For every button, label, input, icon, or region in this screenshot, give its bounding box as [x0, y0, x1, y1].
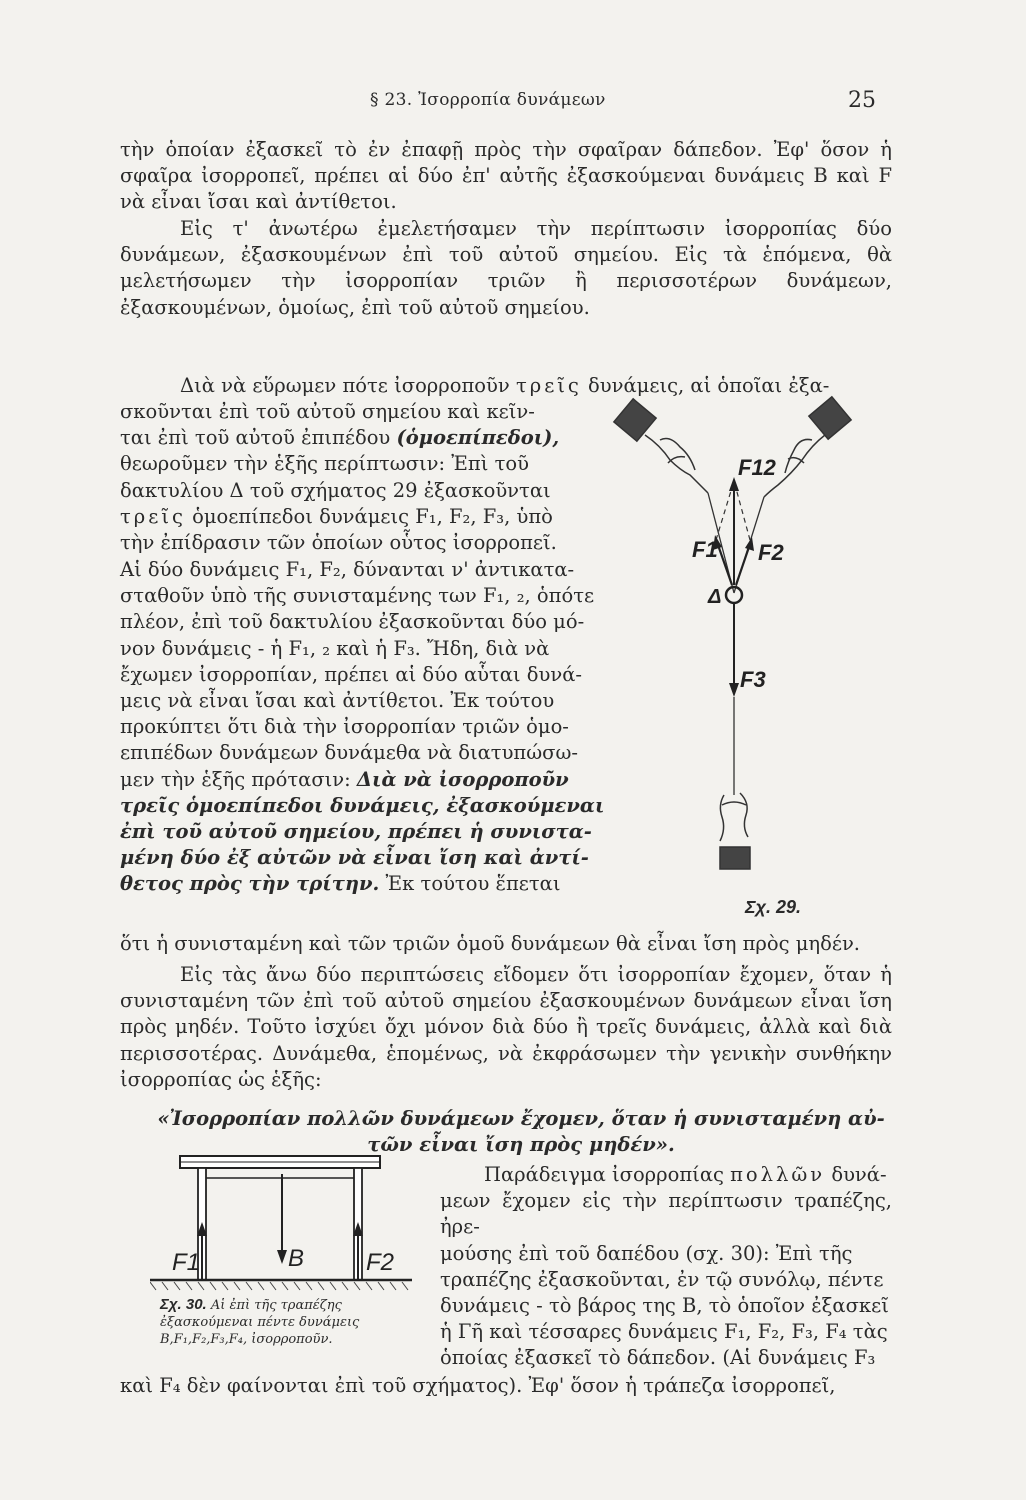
text-line: προκύπτει ὅτι διὰ τὴν ἰσορροπίαν τριῶν ὁμο- — [120, 715, 569, 739]
text-line: τραπέζης ἐξασκοῦνται, ἐν τῷ συνόλῳ, πέντε — [440, 1267, 884, 1291]
text-line: νον δυνάμεις - ἡ F₁, ₂ καὶ ἡ F₃. Ἤδη, διὰ νὰ — [120, 636, 550, 660]
paragraph-2: Εἰς τ' ἀνωτέρω ἐμελετήσαμεν τὴν περίπτωσιν ἰσορροπίας δύο δυνάμεων, ἐξασκουμένων ἐπὶ τοῦ αὐτοῦ σημείου. Εἰς τὰ ἑπόμενα, θὰ μελετήσωμεν τὴν ἰσορροπίαν τριῶν ἢ περισσοτέρων δυνάμεων, ἐξασκουμένων, ὁμοίως, ἐπὶ τοῦ αὐτοῦ σημείου. — [120, 217, 892, 319]
text-line — [120, 425, 606, 451]
table-apron — [202, 1168, 358, 1178]
paragraph-5: ὅτι ἡ συνισταμένη καὶ τῶν τριῶν ὁμοῦ δυνάμεων θὰ εἶναι ἴση πρὸς μηδέν. — [120, 932, 860, 955]
text-line: ἔχωμεν ἰσορροπίαν, πρέπει αἱ δύο αὗται δυνά- — [120, 662, 582, 686]
spaced-word: πολλῶν — [730, 1163, 826, 1186]
quote-line: «Ἰσορροπίαν πολλῶν δυνάμεων ἔχομεν, ὅταν ἡ συνισταμένη αὐ- — [157, 1107, 885, 1130]
text-line: δακτυλίου Δ τοῦ σχήματος 29 ἐξασκοῦνται — [120, 478, 551, 502]
emphasis: μένη δύο ἐξ αὐτῶν νὰ εἶναι ἴση καὶ ἀντί- — [120, 846, 589, 870]
text-run: ται ἐπὶ τοῦ αὐτοῦ ἐπιπέδου — [120, 426, 397, 450]
left-hand-scale-illustration — [614, 399, 708, 493]
emphasis: ἐπὶ τοῦ αὐτοῦ σημείου, πρέπει ἡ συνιστα- — [120, 820, 592, 844]
text-line — [120, 845, 606, 871]
text-line — [120, 819, 606, 845]
emphasis: θετος πρὸς τὴν τρίτην. — [120, 872, 380, 896]
emphasis: Διὰ νὰ ἰσορροποῦν — [356, 767, 569, 791]
text-line: επιπέδων δυνάμεων δυνάμεθα νὰ διατυπώσω- — [120, 741, 578, 765]
spaced-word: τρεῖς — [120, 504, 186, 528]
text-line: ὁποίας ἐξασκεῖ τὸ δάπεδον. (Αἱ δυνάμεις F₃ — [440, 1346, 876, 1370]
label-f3: F3 — [740, 667, 766, 692]
text-line: μούσης ἐπὶ τοῦ δαπέδου (σχ. 30): Ἐπὶ τῆς — [440, 1241, 853, 1265]
text-run: Παράδειγμα ἰσορροπίας — [484, 1163, 731, 1186]
text-line: μεις νὰ εἶναι ἴσαι καὶ ἀντίθετοι. Ἐκ τούτου — [120, 689, 555, 713]
emphasis: (ὁμοεπίπεδοι), — [396, 426, 560, 450]
label-f12: F12 — [738, 455, 776, 480]
text-run: δυνάμεις, αἱ ὁποῖαι ἐξα- — [581, 374, 830, 397]
text-run: μεν τὴν ἑξῆς πρότασιν: — [120, 767, 357, 791]
text-line: θεωροῦμεν τὴν ἑξῆς περίπτωσιν: Ἐπὶ τοῦ — [120, 452, 529, 476]
bottom-hand-scale-illustration — [720, 793, 750, 869]
text-line: σκοῦνται ἐπὶ τοῦ αὐτοῦ σημείου καὶ κεῖν- — [120, 400, 535, 423]
running-title: § 23. Ἰσορροπία δυνάμεων — [370, 90, 606, 110]
text-line: πλέον, ἐπὶ τοῦ δακτυλίου ἐξασκοῦνται δύο μό- — [120, 610, 585, 634]
text-line: σταθοῦν ὑπὸ τῆς συνισταμένης των F₁, ₂, ὁπότε — [120, 584, 595, 608]
label-f1: F1 — [692, 537, 718, 562]
text-line: μεων ἔχομεν εἰς τὴν περίπτωσιν τραπέζης, ἠρε- — [440, 1189, 892, 1239]
paragraph-7 — [440, 1162, 892, 1372]
force-arrow-f1 — [718, 545, 732, 585]
figure-30-caption-text: Αἱ ἐπὶ τῆς τραπέζης ἐξασκούμεναι πέντε δυνάμεις B,F₁,F₂,F₃,F₄, ἰσορροποῦν. — [160, 1298, 360, 1347]
arrowhead-f3 — [729, 683, 739, 697]
paragraph-4 — [120, 557, 606, 898]
figure-30-caption-label: Σχ. 30. — [160, 1296, 207, 1313]
page-number: 25 — [848, 88, 876, 113]
text-line — [120, 767, 606, 793]
force-arrow-f2 — [736, 547, 749, 585]
figure-29 — [600, 385, 890, 900]
text-run: Ἐκ τούτου ἕπεται — [379, 872, 561, 896]
paragraph-3-body — [120, 399, 606, 556]
emphasis: τρεῖς ὁμοεπίπεδοι δυνάμεις, ἐξασκούμεναι — [120, 793, 605, 817]
text-line: ἡ Γῆ καὶ τέσσαρες δυνάμεις F₁, F₂, F₃, F₄ τὰς — [440, 1320, 888, 1344]
label-f2: F2 — [366, 1249, 395, 1276]
label-f1: F1 — [172, 1249, 201, 1276]
text-line: τὴν ἐπίδρασιν τῶν ὁποίων οὗτος ἰσορροπεῖ. — [120, 531, 557, 555]
paragraph-7-last-line: καὶ F₄ δὲν φαίνονται ἐπὶ τοῦ σχήματος). Ἐφ' ὅσον ἡ τράπεζα ἰσορροπεῖ, — [120, 1374, 836, 1397]
floor-hatching — [150, 1282, 408, 1290]
page-header — [120, 88, 876, 118]
text-line — [120, 504, 606, 530]
text-run: Διὰ νὰ εὕρωμεν πότε ἰσορροποῦν — [180, 374, 516, 397]
label-f2: F2 — [758, 540, 784, 565]
figure-29-caption: Σχ. 29. — [745, 897, 802, 917]
text-line — [120, 871, 606, 897]
ring-delta — [726, 587, 742, 603]
spaced-word: τρεῖς — [515, 374, 582, 397]
text-run: δυνά- — [825, 1163, 887, 1186]
paragraph-1: τὴν ὁποίαν ἐξασκεῖ τὸ ἐν ἐπαφῇ πρὸς τὴν σφαῖραν δάπεδον. Ἐφ' ὅσον ἡ σφαῖρα ἰσορροπεῖ, πρέπει αἱ δύο ἐπ' αὐτῆς ἐξασκούμεναι δυνάμεις B καὶ F νὰ εἶναι ἴσαι καὶ ἀντίθετοι. — [120, 138, 892, 214]
right-hand-scale-illustration — [764, 397, 851, 497]
text-line: δυνάμεις - τὸ βάρος της B, τὸ ὁποῖον ἐξασκεῖ — [440, 1294, 889, 1318]
text-line: Αἱ δύο δυνάμεις F₁, F₂, δύνανται ν' ἀντικατα- — [120, 558, 575, 581]
quote-line: τῶν εἶναι ἴση πρὸς μηδέν». — [367, 1133, 675, 1156]
label-ring-delta: Δ — [708, 586, 722, 608]
figure-30-caption — [160, 1296, 420, 1348]
text-line — [440, 1162, 892, 1188]
figure-30 — [150, 1148, 415, 1296]
arrowhead-b — [277, 1250, 287, 1264]
paragraph-6: Εἰς τὰς ἄνω δύο περιπτώσεις εἴδομεν ὅτι ἰσορροπίαν ἔχομεν, ὅταν ἡ συνισταμένη τῶν ἐπὶ τοῦ αὐτοῦ σημείου ἐξασκουμένων δυνάμεων εἶναι ἴση πρὸς μηδέν. Τοῦτο ἰσχύει ὄχι μόνον διὰ δύο ἢ τρεῖς δυνάμεις, ἀλλὰ καὶ διὰ περισσοτέρας. Δυνάμεθα, ἑπομένως, νὰ ἐκφράσωμεν τὴν γενικὴν συνθήκην ἰσορροπίας ὡς ἑξῆς: — [120, 963, 892, 1091]
text-line — [120, 793, 606, 819]
text-run: ὁμοεπίπεδοι δυνάμεις F₁, F₂, F₃, ὑπὸ — [185, 504, 553, 528]
label-b: B — [288, 1245, 305, 1272]
